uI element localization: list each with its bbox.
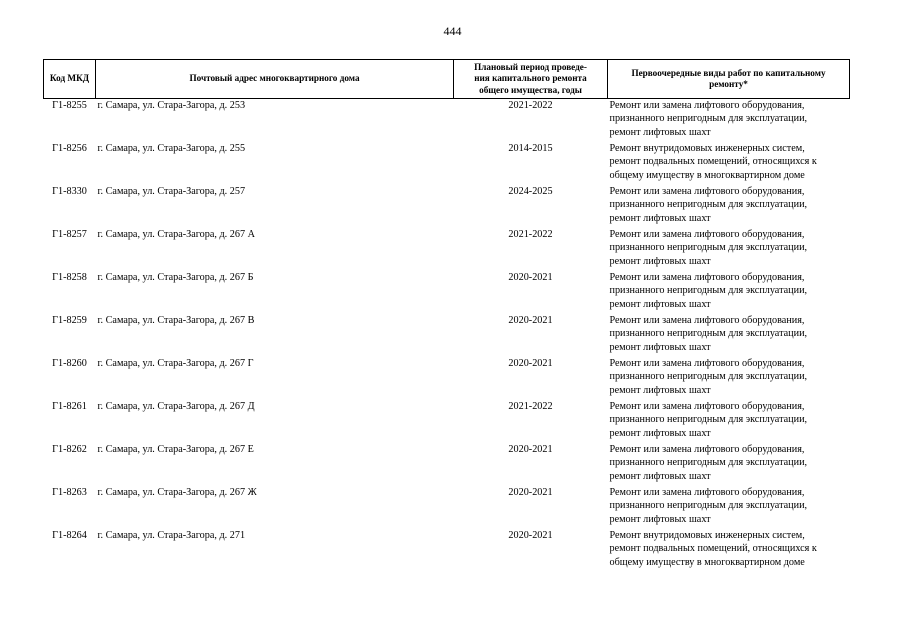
building-code-cell: Г1-8263 [52,487,87,499]
housing-repair-table [43,59,850,572]
repair-works-cell [608,357,850,400]
repair-work-line: Ремонт или замена лифтового оборудования, [609,315,805,327]
repair-work-line: Ремонт внутридомовых инженерных систем, [609,530,805,542]
repair-works-cell [608,142,850,185]
header-works-line: ремонту* [709,79,748,90]
repair-work-line: Ремонт или замена лифтового оборудования, [609,100,805,112]
repair-period-cell: 2020-2021 [508,530,553,542]
building-code-cell: Г1-8261 [52,401,87,413]
repair-work-line: ремонт лифтовых шахт [609,341,711,353]
repair-works-cell [608,529,850,572]
building-code-cell: Г1-8330 [52,186,87,198]
repair-work-line: Ремонт или замена лифтового оборудования, [609,444,805,456]
repair-work-line: признанного непригодным для эксплуатации, [609,113,808,125]
building-code-cell: Г1-8260 [52,358,87,370]
address-cell: г. Самара, ул. Стара-Загора, д. 267 В [97,315,255,327]
repair-work-line: ремонт лифтовых шахт [609,384,711,396]
address-cell: г. Самара, ул. Стара-Загора, д. 271 [97,530,246,542]
repair-work-line: Ремонт или замена лифтового оборудования, [609,487,805,499]
repair-period-cell: 2020-2021 [508,358,553,370]
table-row [44,529,850,572]
repair-work-line: признанного непригодным для эксплуатации, [609,242,808,254]
table-row [44,443,850,486]
repair-works-cell [608,443,850,486]
repair-work-line: ремонт подвальных помещений, относящихся к [609,156,817,168]
table-body [44,99,850,573]
table-row [44,400,850,443]
repair-work-line: общему имуществу в многоквартирном доме [609,169,805,181]
repair-period-cell: 2021-2022 [508,401,553,413]
header-period-line: ния капитального ремонта [474,73,587,84]
building-code-cell: Г1-8258 [52,272,87,284]
header-works [608,60,850,99]
repair-period-cell: 2021-2022 [508,229,553,241]
address-cell: г. Самара, ул. Стара-Загора, д. 267 А [97,229,255,241]
repair-work-line: Ремонт или замена лифтового оборудования, [609,229,805,241]
table-row [44,185,850,228]
header-period-line: Плановый период проведе- [474,62,587,72]
building-code-cell: Г1-8255 [52,100,87,112]
repair-work-line: признанного непригодным для эксплуатации, [609,199,808,211]
header-code: Код МКД [44,60,96,99]
repair-period-cell: 2020-2021 [508,315,553,327]
address-cell: г. Самара, ул. Стара-Загора, д. 253 [97,100,246,112]
address-cell: г. Самара, ул. Стара-Загора, д. 257 [97,186,246,198]
repair-work-line: ремонт подвальных помещений, относящихся к [609,543,817,555]
repair-work-line: ремонт лифтовых шахт [609,126,711,138]
repair-work-line: Ремонт или замена лифтового оборудования, [609,401,805,413]
repair-works-cell [608,400,850,443]
repair-work-line: ремонт лифтовых шахт [609,470,711,482]
repair-works-cell [608,486,850,529]
building-code-cell: Г1-8257 [52,229,87,241]
repair-work-line: признанного непригодным для эксплуатации, [609,500,808,512]
page-number: 444 [443,24,462,38]
repair-work-line: ремонт лифтовых шахт [609,298,711,310]
header-period [454,60,608,99]
repair-work-line: признанного непригодным для эксплуатации, [609,328,808,340]
repair-works-cell [608,271,850,314]
repair-work-line: Ремонт или замена лифтового оборудования, [609,186,805,198]
address-cell: г. Самара, ул. Стара-Загора, д. 267 Г [97,358,254,370]
repair-works-cell [608,99,850,143]
address-cell: г. Самара, ул. Стара-Загора, д. 267 Е [97,444,254,456]
repair-work-line: Ремонт или замена лифтового оборудования, [609,358,805,370]
repair-work-line: признанного непригодным для эксплуатации, [609,285,808,297]
table-row [44,357,850,400]
table-row [44,271,850,314]
repair-works-cell [608,228,850,271]
repair-work-line: Ремонт или замена лифтового оборудования, [609,272,805,284]
header-address: Почтовый адрес многоквартирного дома [96,60,454,99]
table-header-row [44,60,850,99]
building-code-cell: Г1-8256 [52,143,87,155]
table-row [44,99,850,143]
repair-work-line: ремонт лифтовых шахт [609,513,711,525]
repair-period-cell: 2020-2021 [508,487,553,499]
repair-works-cell [608,314,850,357]
address-cell: г. Самара, ул. Стара-Загора, д. 267 Б [97,272,254,284]
building-code-cell: Г1-8259 [52,315,87,327]
repair-period-cell: 2024-2025 [508,186,553,198]
building-code-cell: Г1-8264 [52,530,87,542]
address-cell: г. Самара, ул. Стара-Загора, д. 267 Ж [97,487,257,499]
table-row [44,486,850,529]
repair-period-cell: 2020-2021 [508,272,553,284]
address-cell: г. Самара, ул. Стара-Загора, д. 267 Д [97,401,255,413]
repair-period-cell: 2020-2021 [508,444,553,456]
repair-work-line: ремонт лифтовых шахт [609,255,711,267]
address-cell: г. Самара, ул. Стара-Загора, д. 255 [97,143,246,155]
table-row [44,142,850,185]
repair-period-cell: 2021-2022 [508,100,553,112]
building-code-cell: Г1-8262 [52,444,87,456]
table-row [44,228,850,271]
repair-work-line: ремонт лифтовых шахт [609,212,711,224]
repair-period-cell: 2014-2015 [508,143,553,155]
repair-work-line: общему имуществу в многоквартирном доме [609,556,805,568]
repair-work-line: признанного непригодным для эксплуатации, [609,371,808,383]
header-period-line: общего имущества, годы [479,84,582,95]
repair-work-line: ремонт лифтовых шахт [609,427,711,439]
repair-works-cell [608,185,850,228]
repair-work-line: признанного непригодным для эксплуатации, [609,414,808,426]
repair-work-line: признанного непригодным для эксплуатации, [609,457,808,469]
repair-work-line: Ремонт внутридомовых инженерных систем, [609,143,805,155]
table-row [44,314,850,357]
header-works-line: Первоочередные виды работ по капитальному [631,67,826,78]
